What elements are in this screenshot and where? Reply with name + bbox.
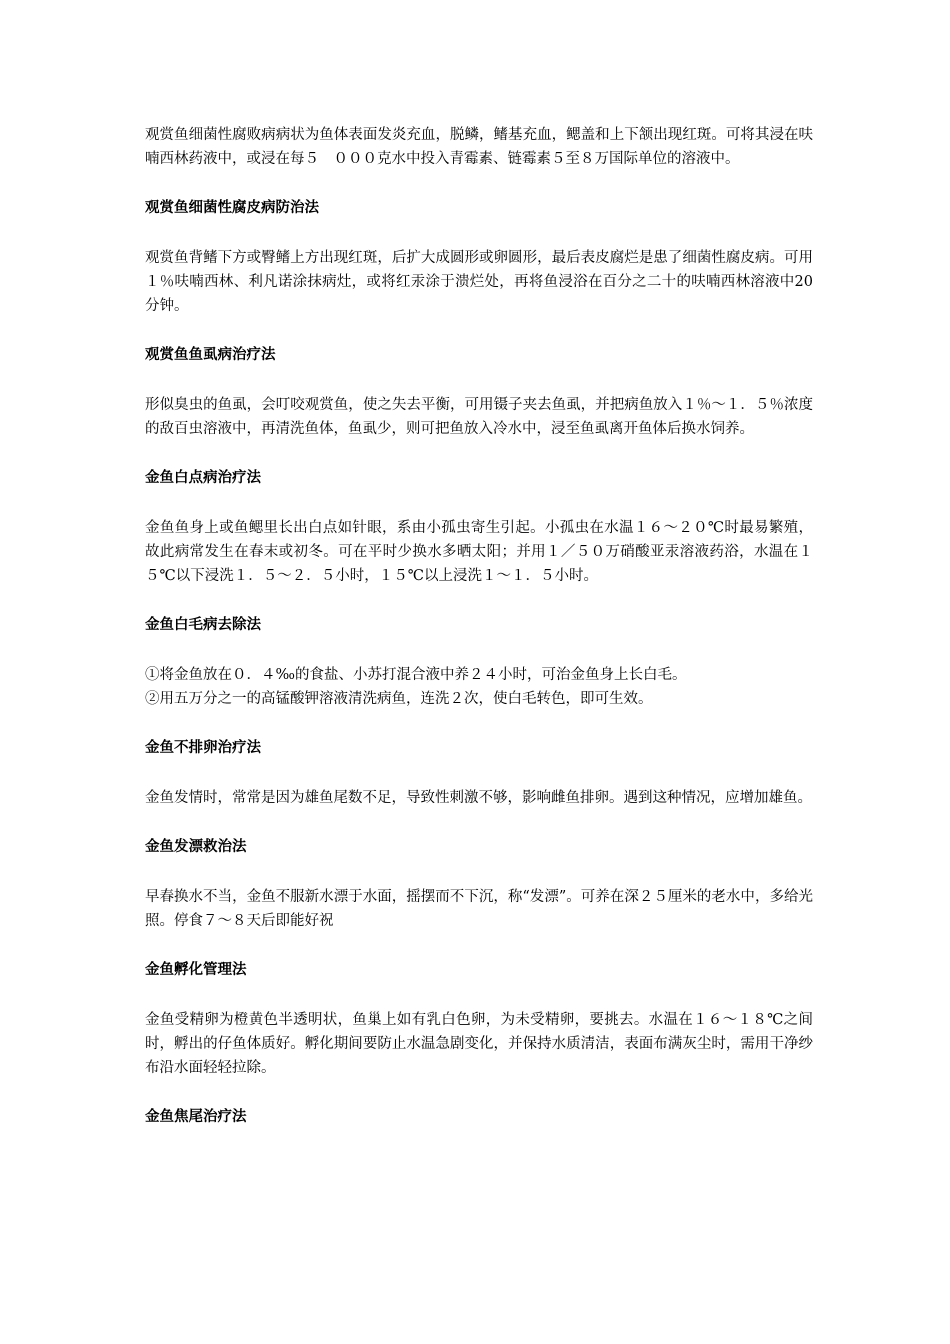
section-paragraph-step-2: ②用五万分之一的高锰酸钾溶液清洗病鱼，连洗２次，使白毛转色，即可生效。 <box>145 691 653 707</box>
document-page <box>145 123 813 1129</box>
section-paragraph: 金鱼发情时，常常是因为雄鱼尾数不足，导致性刺激不够，影响雌鱼排卵。遇到这种情况，应增加雄鱼。 <box>145 790 812 806</box>
section-heading-rot-skin: 观赏鱼细菌性腐皮病防治法 <box>145 200 319 216</box>
section-paragraph: 形似臭虫的鱼虱，会叮咬观赏鱼，使之失去平衡，可用镊子夹去鱼虱，并把病鱼放入１％～１．５％浓度的敌百虫溶液中，再清洗鱼体，鱼虱少，则可把鱼放入冷水中，浸至鱼虱离开鱼体后换水饲养。 <box>145 397 813 437</box>
section-paragraph: 早春换水不当，金鱼不服新水漂于水面，摇摆而不下沉，称“发漂”。可养在深２５厘米的老水中，多给光照。停食７～８天后即能好祝 <box>145 889 813 929</box>
section-heading-fish-lice: 观赏鱼鱼虱病治疗法 <box>145 347 276 363</box>
section-paragraph: 金鱼鱼身上或鱼鳃里长出白点如针眼，系由小孤虫寄生引起。小孤虫在水温１６～２０℃时最易繁殖，故此病常发生在春末或初冬。可在平时少换水多晒太阳；并用１／５０万硝酸亚汞溶液药浴，水温在１５℃以下浸洗１．５～２．５小时，１５℃以上浸洗１～１．５小时。 <box>145 520 813 584</box>
section-heading-white-hair: 金鱼白毛病去除法 <box>145 617 261 633</box>
section-heading-no-spawn: 金鱼不排卵治疗法 <box>145 740 261 756</box>
section-heading-floating: 金鱼发漂救治法 <box>145 839 247 855</box>
section-heading-hatching: 金鱼孵化管理法 <box>145 962 247 978</box>
section-heading-white-spot: 金鱼白点病治疗法 <box>145 470 261 486</box>
section-paragraph: 金鱼受精卵为橙黄色半透明状，鱼巢上如有乳白色卵，为未受精卵，要挑去。水温在１６～１８℃之间时，孵出的仔鱼体质好。孵化期间要防止水温急剧变化，并保持水质清洁，表面布满灰尘时，需用干净纱布沿水面轻轻拉除。 <box>145 1012 813 1076</box>
section-heading-burnt-tail: 金鱼焦尾治疗法 <box>145 1109 247 1125</box>
section-paragraph: 观赏鱼背鳍下方或臀鳍上方出现红斑，后扩大成圆形或卵圆形，最后表皮腐烂是患了细菌性腐皮病。可用１％呋喃西林、利凡诺涂抹病灶，或将红汞涂于溃烂处，再将鱼浸浴在百分之二十的呋喃西林溶液中20分钟。 <box>145 250 813 314</box>
section-paragraph-step-1: ①将金鱼放在０．４‰的食盐、小苏打混合液中养２４小时，可治金鱼身上长白毛。 <box>145 667 687 683</box>
intro-paragraph: 观赏鱼细菌性腐败病病状为鱼体表面发炎充血，脱鳞，鳍基充血，鳃盖和上下颔出现红斑。可将其浸在呋喃西林药液中，或浸在每５ ０００克水中投入青霉素、链霉素５至８万国际单位的溶液中。 <box>145 127 813 167</box>
